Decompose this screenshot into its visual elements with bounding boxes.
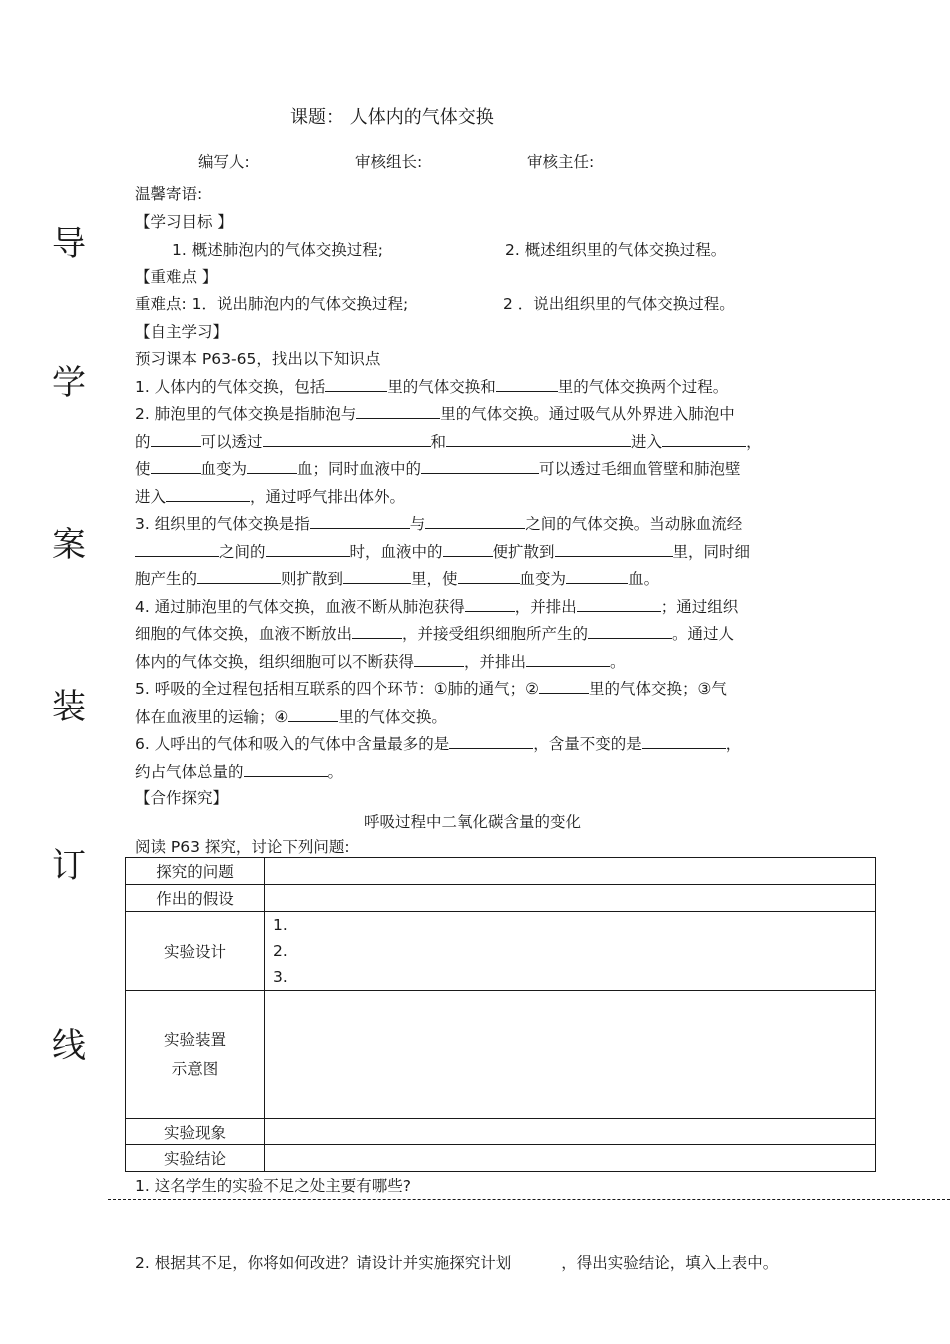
design-item: 2.: [273, 942, 288, 960]
table-row: [126, 912, 876, 991]
row-label-apparatus: 实验装置 示意图: [126, 991, 265, 1119]
preview-instruction: 预习课本 P63-65，找出以下知识点: [135, 350, 381, 368]
blank: [356, 404, 440, 419]
answer-cell-apparatus[interactable]: [265, 991, 876, 1119]
blank: [496, 377, 558, 392]
table-row: [126, 858, 876, 885]
row-label-conclusion: 实验结论: [126, 1145, 265, 1172]
section-self-study: 【自主学习】: [135, 323, 229, 341]
blank: [449, 734, 533, 749]
blank: [244, 762, 328, 777]
side-char-dao: 导: [52, 224, 86, 264]
question-1: 1. 人体内的气体交换，包括 里的气体交换和 里的气体交换两个过程。: [135, 378, 729, 396]
blank: [446, 432, 631, 447]
table-row: [126, 885, 876, 912]
goal-2: 2. 概述组织里的气体交换过程。: [505, 241, 727, 259]
question-2-line-4: 进入 ，通过呼气排出体外。: [135, 488, 406, 506]
answer-cell-question[interactable]: [265, 858, 876, 885]
table-row: [126, 1145, 876, 1172]
followup-question-2: 2. 根据其不足，你将如何改进？请设计并实施探究计划 ，得出实验结论，填入上表中。: [135, 1254, 779, 1272]
followup-question-1: 1. 这名学生的实验不足之处主要有哪些?: [135, 1177, 411, 1195]
blank: [325, 377, 387, 392]
question-3-line-1: 3. 组织里的气体交换是指 与 之间的气体交换。当动脉血流经: [135, 515, 743, 533]
section-cooperative-inquiry: 【合作探究】: [135, 789, 229, 807]
read-prompt: 阅读 P63 探究，讨论下列问题:: [135, 838, 350, 856]
blank: [566, 569, 628, 584]
question-6-line-1: 6. 人呼出的气体和吸入的气体中含量最多的是 ，含量不变的是 ，: [135, 735, 742, 753]
question-6-line-2: 约占气体总量的 。: [135, 763, 344, 781]
byline-reviewer-leader: 审核组长:: [355, 153, 423, 171]
blank: [151, 432, 201, 447]
row-label-phenomenon: 实验现象: [126, 1119, 265, 1145]
blank: [421, 459, 539, 474]
question-4-line-3: 体内的气体交换，组织细胞可以不断获得 ，并排出 。: [135, 653, 626, 671]
blank: [266, 542, 350, 557]
table-row: [126, 1119, 876, 1145]
blank: [662, 432, 746, 447]
blank: [343, 569, 411, 584]
cut-line: [108, 1199, 950, 1200]
side-char-an: 案: [52, 525, 86, 565]
goal-1: 1. 概述肺泡内的气体交换过程;: [172, 241, 383, 259]
side-char-xue: 学: [52, 363, 86, 403]
blank: [458, 569, 520, 584]
side-char-ding: 订: [52, 846, 86, 886]
blank: [414, 652, 464, 667]
byline-reviewer-director: 审核主任:: [527, 153, 595, 171]
blank: [465, 597, 515, 612]
question-2-line-1: 2. 肺泡里的气体交换是指肺泡与 里的气体交换。通过吸气从外界进入肺泡中: [135, 405, 735, 423]
answer-cell-phenomenon[interactable]: [265, 1119, 876, 1145]
experiment-table: [125, 857, 876, 1172]
blank: [526, 652, 610, 667]
question-4-line-1: 4. 通过肺泡里的气体交换，血液不断从肺泡获得 ，并排出 ；通过组织: [135, 598, 739, 616]
blank: [166, 487, 250, 502]
side-char-xian: 线: [52, 1026, 86, 1066]
blank: [555, 542, 673, 557]
blank: [577, 597, 661, 612]
blank: [151, 459, 201, 474]
page-title: 课题： 人体内的气体交换: [290, 107, 494, 128]
blank: [425, 514, 525, 529]
blank: [310, 514, 410, 529]
question-5-line-2: 体在血液里的运输；④ 里的气体交换。: [135, 708, 447, 726]
question-2-line-2: 的 可以透过 和 进入 ，: [135, 433, 762, 451]
side-char-zhuang: 装: [52, 687, 86, 727]
row-label-question: 探究的问题: [126, 858, 265, 885]
blank: [588, 624, 672, 639]
blank: [352, 624, 402, 639]
blank: [263, 432, 431, 447]
answer-cell-hypothesis[interactable]: [265, 885, 876, 912]
answer-cell-design[interactable]: [265, 912, 876, 991]
answer-cell-conclusion[interactable]: [265, 1145, 876, 1172]
blank: [135, 542, 219, 557]
question-5-line-1: 5. 呼吸的全过程包括相互联系的四个环节：①肺的通气；② 里的气体交换；③气: [135, 680, 727, 698]
greeting: 温馨寄语:: [135, 185, 203, 203]
question-4-line-2: 细胞的气体交换，血液不断放出 ，并接受组织细胞所产生的 。通过人: [135, 625, 735, 643]
question-3-line-2: 之间的 时，血液中的 便扩散到 里，同时细: [135, 540, 750, 562]
blank: [642, 734, 726, 749]
row-label-design: 实验设计: [126, 912, 265, 991]
table-row: [126, 991, 876, 1119]
key-1: 重难点: 1．说出肺泡内的气体交换过程;: [135, 295, 409, 313]
blank: [288, 707, 338, 722]
question-3-line-3: 胞产生的 则扩散到 里，使 血变为 血。: [135, 570, 660, 588]
byline-writer: 编写人:: [198, 153, 250, 171]
section-key: 【重难点 】: [135, 268, 218, 286]
blank: [443, 542, 493, 557]
design-item: 3.: [273, 968, 288, 986]
design-item: 1.: [273, 916, 288, 934]
blank: [247, 459, 297, 474]
key-2: 2 ．说出组织里的气体交换过程。: [503, 295, 735, 313]
blank: [539, 679, 589, 694]
question-2-line-3: 使 血变为 血；同时血液中的 可以透过毛细血管壁和肺泡壁: [135, 460, 741, 478]
row-label-hypothesis: 作出的假设: [126, 885, 265, 912]
blank: [197, 569, 281, 584]
section-goals: 【学习目标 】: [135, 213, 233, 231]
inquiry-title: 呼吸过程中二氧化碳含量的变化: [364, 813, 582, 831]
